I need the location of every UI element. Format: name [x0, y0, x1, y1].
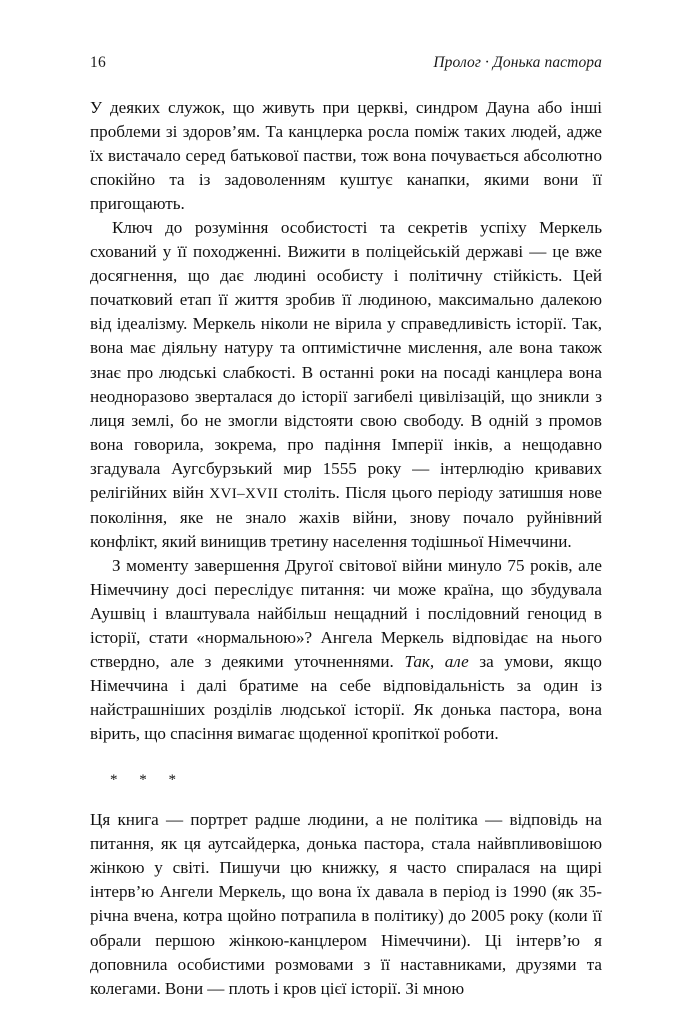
centuries-roman-numerals: XVI–XVII	[209, 485, 279, 502]
running-head	[90, 52, 602, 74]
separator-space-below	[90, 792, 602, 808]
paragraph-1: У деяких служок, що живуть при церкві, синдром Дауна або інші проблеми зі здоров’ям. Та канцлерка росла поміж таких людей, адже їх вистачало серед батькової пастви, тож вона почувається абсолютно спокійно та із задоволенням куштує канапки, якими вони її пригощають.	[90, 98, 602, 214]
emphasis-so-but: Так, але	[404, 652, 469, 672]
paragraph-2-text-after-centuries: століть. Після цього періоду затишшя нове покоління, яке не знало жахів війни, знову почало руйнівний конфлікт, який винищив третину населення тодішньої Німеччини.	[90, 482, 602, 551]
running-head-title: Пролог · Донька пастора	[433, 54, 602, 71]
paragraph-2-text-before-centuries: Ключ до розуміння особистості та секретів успіху Меркель схований у її походженні. Вижити в поліцейській державі — це вже досягнення, що дає людині особисту і політичну стійкість. Цей початковий етап її життя зробив її людиною, максимально далекою від ідеалізму. Меркель ніколи не вірила у справедливість історії. Так, вона має діяльну натуру та оптимістичне мислення, але вона також знає про людські слабкості. В останні роки на посаді канцлера вона неодноразово зверталася до історії загибелі цивілізацій, що зникли з лиця землі, бо не змогли відстояти свою свободу. В одній з промов вона говорила, зокрема, про падіння Імперії інків, а нещодавно згадувала Аугсбурзький мир 1555 року — інтерлюдію кривавих релігійних війн	[90, 218, 602, 502]
paragraph-3-text-after-emphasis: за умови, якщо Німеччина і далі братиме на себе відповідальність за один із найстрашніших розділів людської історії. Як донька пастора, вона вірить, що спасіння вимагає щоденної кропіткої роботи.	[90, 652, 602, 744]
separator-space-above	[90, 746, 602, 768]
page-number: 16	[90, 54, 106, 71]
paragraph-4: Ця книга — портрет радше людини, а не політика — відповідь на питання, як ця аутсайдерка, донька пастора, стала найвпливовішою жінкою у світі. Пишучи цю книжку, я часто спиралася на щирі інтерв’ю Ангели Меркель, що вона їх давала в період із 1990 (як 35-річна вчена, котра щойно потрапила в політику) до 2005 року (коли її обрали першою жінкою-канцлером Німеччини). Ці інтерв’ю я доповнила особистими розмовами з її наставниками, друзями та колегами. Вони — плоть і кров цієї історії. Зі мною	[90, 810, 602, 998]
asterism-separator: * * *	[110, 772, 185, 789]
body-text-block	[90, 96, 602, 1001]
paragraph-2	[90, 216, 602, 554]
paragraph-3-text-before-emphasis: З моменту завершення Другої світової війни минуло 75 років, але Німеччину досі переслідує питання: чи може країна, що збудувала Аушвіц і влаштувала найбільш нещадний і послідовний геноцид в історії, стати «нормальною»? Ангела Меркель відповідає на нього ствердно, але з деякими уточненнями.	[90, 555, 602, 672]
paragraph-3	[90, 554, 602, 746]
